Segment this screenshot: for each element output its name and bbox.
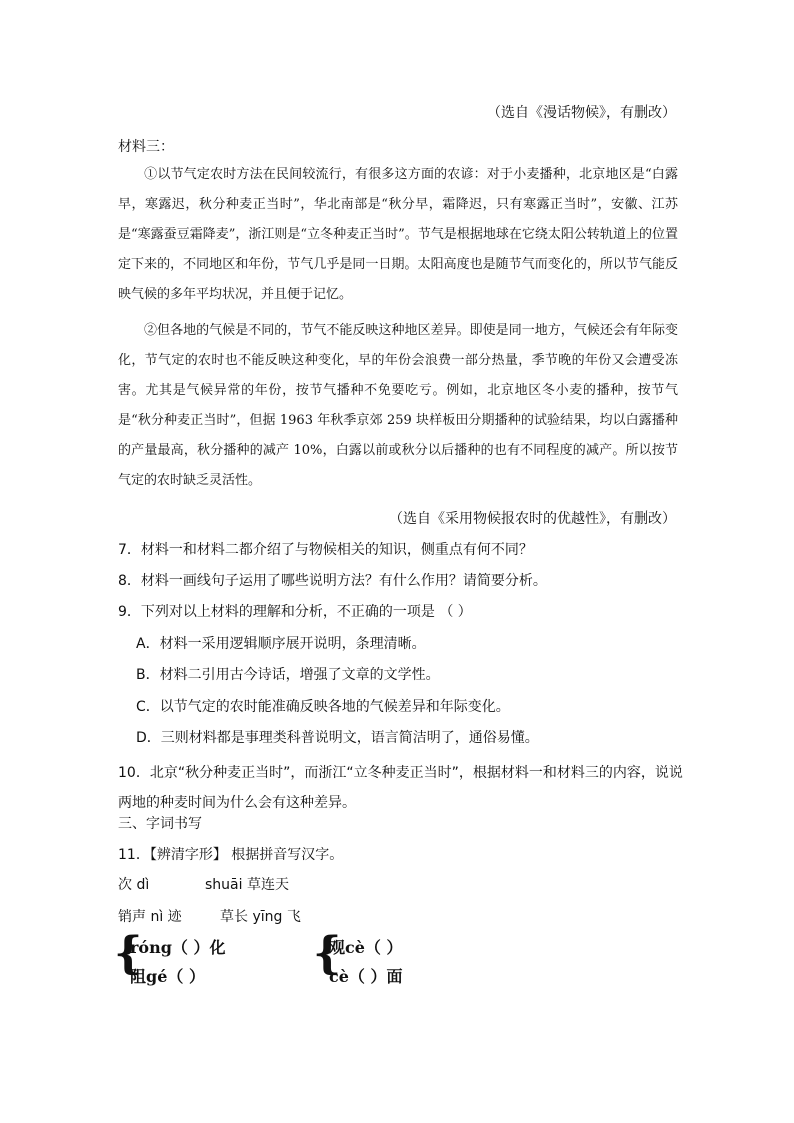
left-brace-2: {: [313, 928, 342, 979]
brace2-top-item: 观cè（ ）: [329, 938, 403, 957]
pinyin-item-4: 草长 yīng 飞: [220, 909, 301, 925]
material3-heading: 材料三：: [118, 139, 174, 155]
question-10: 10．北京“秋分种麦正当时”，而浙江“立冬种麦正当时”，根据材料一和材料三的内容，说说两地的种麦时间为什么会有这种差异。: [118, 765, 683, 811]
source-citation-2: （选自《采用物候报农时的优越性》，有删改）: [389, 511, 676, 527]
section-3-heading: 三、字词书写: [118, 816, 202, 832]
question-9-option-b: B．材料二引用古今诗话，增强了文章的文学性。: [136, 667, 440, 683]
brace1-bottom-item: 阻gé（ ）: [130, 967, 205, 986]
brace1-top-item: róng（ ）化: [130, 938, 226, 957]
material3-paragraph-2: [118, 316, 678, 496]
source-citation-1: （选自《漫话物候》，有删改）: [487, 105, 676, 121]
question-9-option-a: A．材料一采用逻辑顺序展开说明，条理清晰。: [136, 636, 426, 652]
question-9-option-d: D．三则材料都是事理类科普说明文，语言简洁明了，通俗易懂。: [136, 730, 539, 746]
material3-paragraph-1: [118, 160, 678, 310]
pinyin-item-2: shuāi 草连天: [205, 877, 289, 893]
left-brace-1: {: [114, 928, 143, 979]
question-9: 9．下列对以上材料的理解和分析，不正确的一项是 （ ）: [118, 604, 472, 620]
brace2-bottom-item: cè（ ）面: [329, 967, 403, 986]
question-11: 11．【辨清字形】 根据拼音写汉字。: [118, 847, 344, 863]
question-9-option-c: C．以节气定的农时能准确反映各地的气候差异和年际变化。: [136, 699, 510, 715]
question-7: 7．材料一和材料二都介绍了与物候相关的知识，侧重点有何不同？: [118, 542, 533, 558]
material3-paragraph-1-text: ①以节气定农时方法在民间较流行，有很多这方面的农谚：对于小麦播种，北京地区是“白露早，寒露迟，秋分种麦正当时”，华北南部是“秋分早，霜降迟，只有寒露正当时”，安徽、江苏是“寒露蚕豆霜降麦”，浙江则是“立冬种麦正当时”。节气是根据地球在它绕太阳公转轨道上的位置定下来的，不同地区和年份，节气几乎是同一日期。太阳高度也是随节气而变化的，所以节气能反映气候的多年平均状况，并且便于记忆。: [118, 167, 678, 302]
material3-paragraph-2-text: ②但各地的气候是不同的，节气不能反映这种地区差异。即使是同一地方，气候还会有年际变化，节气定的农时也不能反映这种变化，早的年份会浪费一部分热量，季节晚的年份又会遭受冻害。尤其是气候异常的年份，按节气播种不免要吃亏。例如，北京地区冬小麦的播种，按节气是“秋分种麦正当时”，但据 1963 年秋季京郊 259 块样板田分期播种的试验结果，均以白露播种的产量最高，秋分播种的减产 10%，白露以前或秋分以后播种的也有不同程度的减产。所以按节气定的农时缺乏灵活性。: [118, 323, 678, 488]
pinyin-item-3: 销声 nì 迹: [118, 909, 182, 925]
question-8: 8．材料一画线句子运用了哪些说明方法？有什么作用？请简要分析。: [118, 573, 547, 589]
pinyin-item-1: 次 dì: [118, 877, 150, 893]
